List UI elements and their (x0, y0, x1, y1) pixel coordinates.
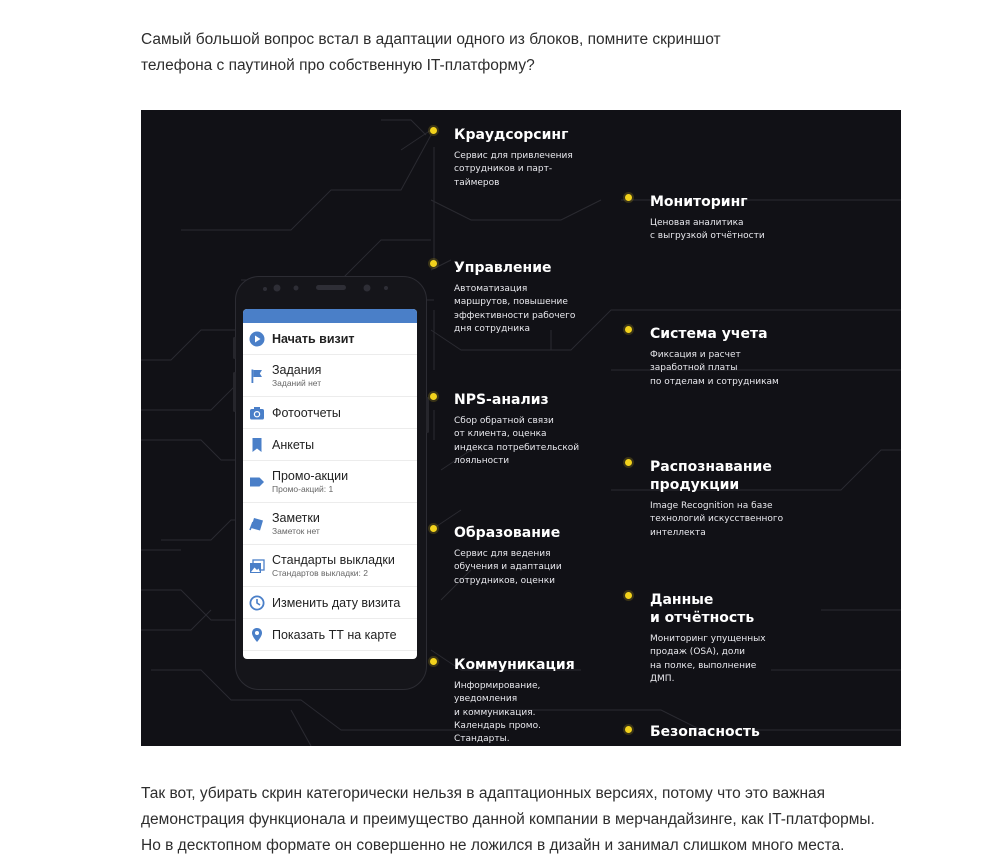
menu-item-surveys[interactable] (243, 429, 417, 461)
feature-management (454, 259, 575, 336)
feature-desc-line: Сбор обратной связи (454, 416, 554, 426)
feature-desc-line: Информирование, (454, 681, 541, 691)
feature-desc-line: на полке, выполнение (650, 660, 757, 671)
menu-item-display-standards[interactable] (243, 545, 417, 587)
feature-desc-line: Стандарты. (454, 734, 510, 745)
bookmark-icon (249, 437, 265, 453)
feature-desc-line: Календарь промо. (454, 720, 541, 731)
feature-desc-line: обучения и адаптации (454, 562, 562, 573)
feature-dot (430, 127, 437, 134)
feature-desc-line: дня сотрудника (454, 323, 531, 334)
flag-icon (249, 368, 265, 384)
intro-line: телефона с паутиной про собственную IT-платформу? (141, 57, 535, 74)
feature-desc-line: Фиксация и расчет (650, 350, 741, 360)
feature-desc-line: заработной платы (650, 363, 738, 374)
feature-communication (454, 656, 575, 746)
intro-line: Самый большой вопрос встал в адаптации одного из блоков, помните скриншот (141, 31, 721, 48)
menu-item-photo-reports[interactable] (243, 397, 417, 429)
feature-desc-line: от клиента, оценка (454, 429, 547, 440)
feature-desc-line: сотрудников, оценки (454, 575, 555, 586)
feature-dot (625, 459, 632, 466)
menu-item-start-visit[interactable] (243, 323, 417, 355)
feature-title: Данные (650, 592, 714, 608)
feature-desc-line: ДМП. (650, 673, 675, 684)
feature-dot (625, 326, 632, 333)
menu-item-label: Фотоотчеты (272, 405, 341, 420)
feature-title: Управление (454, 260, 552, 276)
map-pin-icon (249, 627, 265, 643)
feature-desc-line: Мониторинг упущенных (650, 634, 766, 644)
feature-desc-line: эффективности рабочего (454, 310, 576, 321)
feature-title: Краудсорсинг (454, 127, 569, 143)
feature-desc-line: интеллекта (650, 527, 706, 538)
feature-desc-line: технологий искусственного (650, 514, 784, 525)
menu-item-show-on-map[interactable] (243, 619, 417, 651)
menu-item-label: Промо-акции (272, 469, 349, 483)
feature-title: Коммуникация (454, 657, 575, 673)
camera-icon (249, 405, 265, 421)
feature-title: NPS-анализ (454, 392, 549, 408)
feature-product-recognition (650, 458, 783, 540)
menu-item-sub: Заметок нет (272, 526, 320, 536)
app-top-bar (243, 309, 417, 323)
feature-title: Мониторинг (650, 194, 748, 210)
menu-item-tasks[interactable] (243, 355, 417, 397)
menu-item-label: Заметки (272, 511, 320, 525)
feature-desc-line: лояльности (454, 455, 510, 466)
phone-side-button (233, 372, 236, 412)
feature-desc-line: индекса потребительской (454, 442, 580, 453)
feature-desc-line: продаж (OSA), доли (650, 647, 746, 658)
menu-item-sub: Промо-акций: 1 (272, 484, 334, 494)
phone-sensors (236, 277, 426, 307)
feature-accounting-system (650, 325, 779, 389)
menu-item-promotions[interactable] (243, 461, 417, 503)
feature-desc-line: Автоматизация (454, 284, 528, 294)
feature-dot (625, 592, 632, 599)
feature-dot (430, 658, 437, 665)
feature-nps-analysis (454, 391, 579, 468)
feature-desc-line: маршрутов, повышение (454, 297, 568, 308)
feature-monitoring (650, 193, 765, 244)
menu-item-label: Изменить дату визита (272, 595, 401, 610)
feature-title: продукции (650, 477, 740, 493)
feature-desc-line: с выгрузкой отчётности (650, 231, 765, 242)
feature-desc-line: таймеров (454, 177, 500, 188)
menu-item-label: Показать ТТ на карте (272, 627, 397, 642)
phone-mockup (235, 276, 427, 690)
feature-dot (625, 726, 632, 733)
menu-item-notes[interactable] (243, 503, 417, 545)
feature-dot (625, 194, 632, 201)
feature-desc-line: Сервис для ведения (454, 549, 551, 559)
menu-item-label: Стандарты выкладки (272, 553, 395, 567)
feature-education (454, 524, 562, 588)
platform-feature-graphic (141, 110, 901, 746)
phone-side-button (233, 337, 236, 359)
feature-desc-line: Image Recognition на базе (650, 501, 773, 511)
feature-title: Система учета (650, 326, 768, 342)
menu-item-change-visit-date[interactable] (243, 587, 417, 619)
feature-dot (430, 260, 437, 267)
outro-line: Так вот, убирать скрин категорически нельзя в адаптационных версиях, потому что это важная (141, 785, 826, 802)
feature-title: Образование (454, 525, 561, 541)
feature-title: и отчётность (650, 610, 755, 626)
feature-desc-line: сотрудников и парт- (454, 164, 553, 175)
tag-icon (249, 474, 265, 490)
feature-dot (430, 393, 437, 400)
feature-desc-line: уведомления (454, 694, 518, 705)
feature-security (650, 723, 760, 741)
phone-screen (243, 309, 417, 659)
feature-desc-line: Сервис для привлечения (454, 151, 573, 161)
menu-item-label: Задания (272, 363, 322, 377)
feature-data-reporting (650, 591, 766, 686)
feature-dot (430, 525, 437, 532)
feature-crowdsourcing (454, 126, 573, 190)
outro-line: Но в десктопном формате он совершенно не ложился в дизайн и занимал слишком много места. (141, 837, 845, 854)
intro-paragraph (141, 27, 721, 79)
outro-paragraph (141, 781, 875, 859)
feature-desc-line: и коммуникация. (454, 707, 536, 718)
clock-icon (249, 595, 265, 611)
outro-line: демонстрация функционала и преимущество данной компании в мерчандайзинге, как IT-платформы. (141, 811, 875, 828)
feature-title: Безопасность (650, 724, 760, 740)
feature-desc-line: по отделам и сотрудникам (650, 376, 779, 387)
menu-item-label: Анкеты (272, 437, 315, 452)
phone-side-button (426, 397, 429, 433)
menu-item-sub: Заданий нет (272, 378, 322, 388)
play-circle-icon (249, 331, 265, 347)
feature-title: Распознавание (650, 459, 772, 475)
gallery-icon (249, 558, 265, 574)
menu-item-sub: Стандартов выкладки: 2 (272, 568, 368, 578)
menu-item-label: Начать визит (272, 331, 355, 346)
notes-icon (249, 516, 265, 532)
feature-desc-line: Ценовая аналитика (650, 218, 744, 228)
